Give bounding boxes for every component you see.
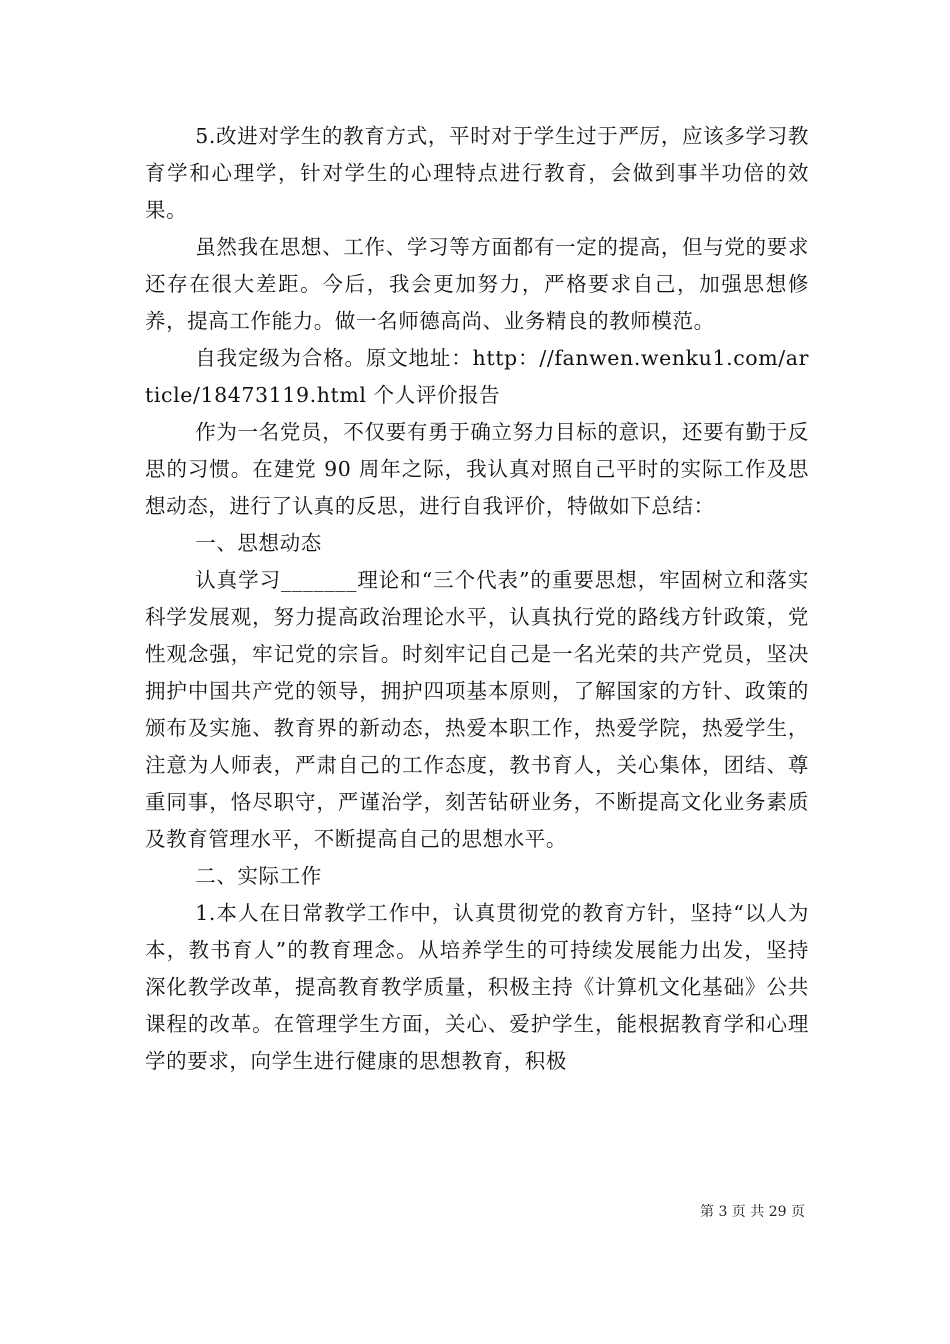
paragraph-teaching-work: 1.本人在日常教学工作中，认真贯彻党的教育方针，坚持“以人为本，教书育人”的教育理念。从培养学生的可持续发展能力出发，坚持深化教学改革，提高教育教学质量，积极主持《计算机文化基础》公共课程的改革。在管理学生方面，关心、爱护学生，能根据教育学和心理学的要求，向学生进行健康的思想教育，积极	[145, 901, 809, 1073]
paragraph-self-rating: 自我定级为合格。原文地址：http：//fanwen.wenku1.com/article/18473119.html 个人评价报告	[145, 346, 809, 407]
page-number-footer: 第 3 页 共 29 页	[700, 1204, 805, 1220]
paragraph-thought-dynamics: 认真学习_______理论和“三个代表”的重要思想，牢固树立和落实科学发展观，努力提高政治理论水平，认真执行党的路线方针政策，党性观念强，牢记党的宗旨。时刻牢记自己是一名光荣的共产党员，坚决拥护中国共产党的领导，拥护四项基本原则，了解国家的方针、政策的颁布及实施、教育界的新动态，热爱本职工作，热爱学院，热爱学生，注意为人师表，严肃自己的工作态度，教书育人，关心集体，团结、尊重同事，恪尽职守，严谨治学，刻苦钻研业务，不断提高文化业务素质及教育管理水平，不断提高自己的思想水平。	[145, 568, 809, 851]
section-heading-thought: 一、思想动态	[195, 531, 322, 555]
document-body	[145, 118, 809, 1080]
section-heading-work: 二、实际工作	[195, 864, 322, 888]
paragraph-self-improvement: 虽然我在思想、工作、学习等方面都有一定的提高，但与党的要求还存在很大差距。今后，我会更加努力，严格要求自己，加强思想修养，提高工作能力。做一名师德高尚、业务精良的教师模范。	[145, 235, 809, 333]
paragraph-improve-teaching: 5.改进对学生的教育方式，平时对于学生过于严厉，应该多学习教育学和心理学，针对学生的心理特点进行教育，会做到事半功倍的效果。	[145, 124, 809, 222]
paragraph-introduction: 作为一名党员，不仅要有勇于确立努力目标的意识，还要有勤于反思的习惯。在建党 90 周年之际，我认真对照自己平时的实际工作及思想动态，进行了认真的反思，进行自我评价，特做如下总结：	[145, 420, 809, 518]
